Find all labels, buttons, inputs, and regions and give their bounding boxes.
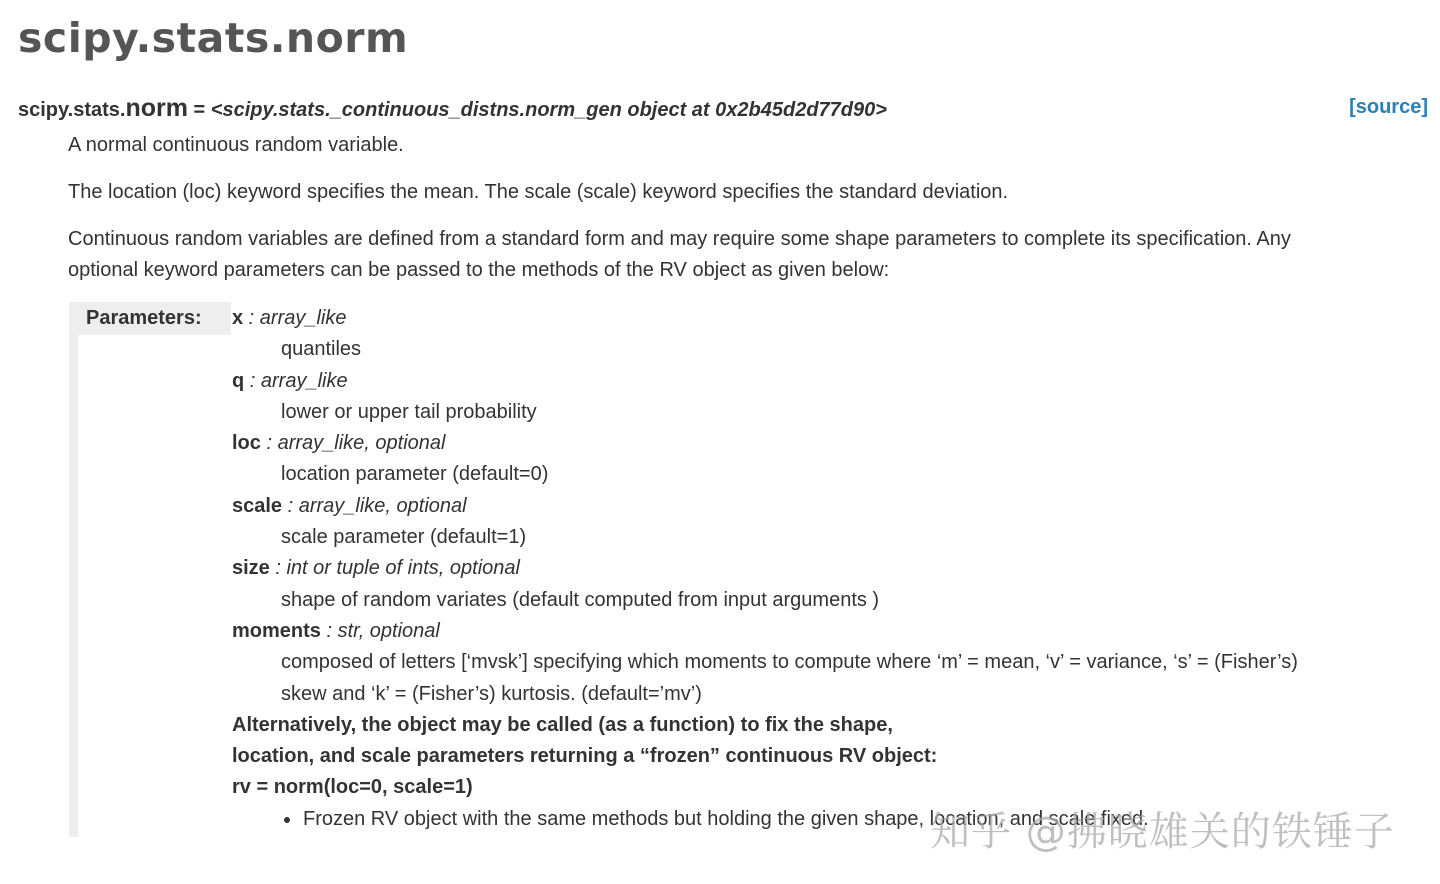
parameters-field-list	[69, 302, 1418, 837]
param-type: : array_like	[244, 369, 348, 392]
bullet-icon	[284, 817, 290, 823]
param-name: x	[232, 307, 244, 329]
param-type: : int or tuple of ints, optional	[269, 557, 520, 580]
description-paragraph: The location (loc) keyword specifies the mean. The scale (scale) keyword specifies the standard deviation.	[68, 181, 1009, 203]
param-description: composed of letters [‘mvsk’] specifying which moments to compute where ‘m’ = mean, ‘v’ = variance, ‘s’ = (Fisher’s)	[281, 651, 1298, 674]
param-name: scale	[232, 494, 283, 517]
param-type: : str, optional	[320, 619, 440, 642]
watermark-text: 知乎 @拂晓雄关的铁锤子	[930, 809, 1395, 855]
param-scale	[232, 491, 1412, 522]
bullet-text: Frozen RV object with the same methods but holding the given shape, location, and scale fixed.	[303, 807, 1149, 830]
continuous-rv-paragraph-line-1: Continuous random variables are defined from a standard form and may require some shape parameters to complete its specification. Any	[68, 228, 1291, 250]
parameters-label: Parameters:	[78, 302, 231, 335]
param-type: : array_like	[243, 307, 347, 329]
param-name: moments	[232, 619, 321, 642]
param-type: : array_like, optional	[260, 432, 446, 455]
signature-object: <scipy.stats._continuous_distns.norm_gen object at 0x2b45d2d77d90>	[210, 99, 887, 121]
page-title: scipy.stats.norm	[18, 14, 409, 62]
param-description: skew and ‘k’ = (Fisher’s) kurtosis. (default=’mv’)	[281, 682, 702, 705]
param-name: loc	[232, 432, 261, 455]
signature-equals: =	[187, 99, 211, 121]
param-name: size	[232, 557, 270, 580]
param-x	[232, 303, 1412, 334]
summary-paragraph: A normal continuous random variable.	[68, 134, 404, 156]
param-description: lower or upper tail probability	[281, 400, 537, 423]
signature-name: norm	[125, 94, 188, 122]
param-loc	[232, 428, 1412, 459]
param-name: q	[232, 369, 245, 392]
parameters-body	[232, 303, 1412, 835]
frozen-note-line-2: location, and scale parameters returning a “frozen” continuous RV object:	[232, 745, 938, 768]
param-description: quantiles	[281, 338, 362, 361]
continuous-rv-paragraph-line-2: optional keyword parameters can be passed to the methods of the RV object as given below:	[68, 259, 890, 281]
param-description: shape of random variates (default computed from input arguments )	[281, 588, 880, 611]
frozen-example-code: rv = norm(loc=0, scale=1)	[232, 776, 473, 799]
signature-prefix: scipy.stats.	[18, 99, 126, 121]
param-moments	[232, 616, 1412, 647]
param-description: location parameter (default=0)	[281, 463, 549, 486]
frozen-note-line-1: Alternatively, the object may be called (as a function) to fix the shape,	[232, 713, 893, 736]
param-description: scale parameter (default=1)	[281, 526, 527, 549]
function-signature	[18, 94, 1428, 123]
param-q	[232, 366, 1412, 397]
source-link[interactable]: [source]	[1349, 96, 1428, 118]
param-type: : array_like, optional	[282, 494, 467, 517]
param-size	[232, 553, 1412, 584]
